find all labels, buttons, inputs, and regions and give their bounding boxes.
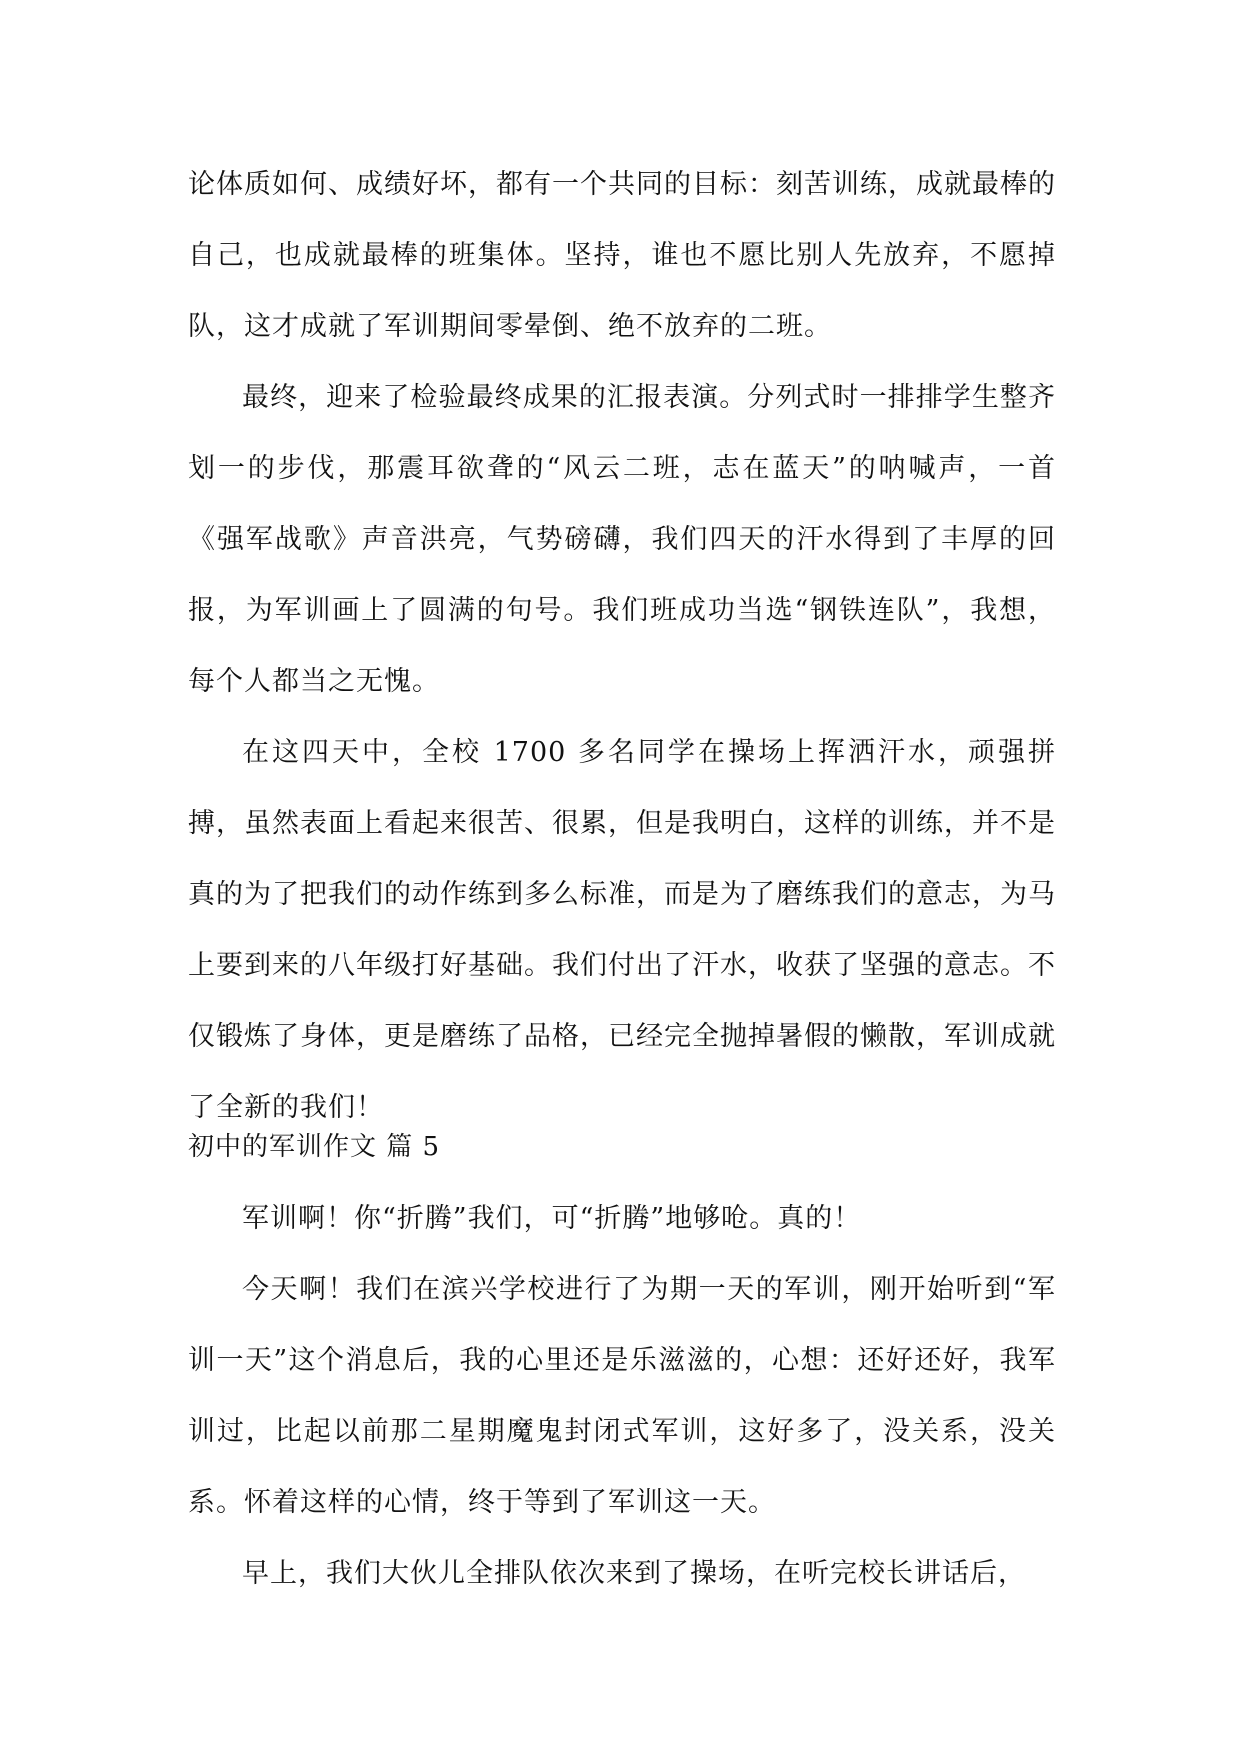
paragraph-continued: 论体质如何、成绩好坏，都有一个共同的目标：刻苦训练，成就最棒的自己，也成就最棒的班集体。坚持，谁也不愿比别人先放弃，不愿掉队，这才成就了军训期间零晕倒、绝不放弃的二班。	[188, 169, 1056, 342]
paragraph-four-days: 在这四天中，全校 1700 多名同学在操场上挥洒汗水，顽强拼搏，虽然表面上看起来很苦、很累，但是我明白，这样的训练，并不是真的为了把我们的动作练到多么标准，而是为了磨练我们的意志，为马上要到来的八年级打好基础。我们付出了汗水，收获了坚强的意志。不仅锻炼了身体，更是磨练了品格，已经完全抛掉暑假的懒散，军训成就了全新的我们！	[188, 737, 1056, 1123]
paragraph-exclaim: 军训啊！你“折腾”我们，可“折腾”地够呛。真的！	[242, 1203, 862, 1234]
essay-section-continued	[188, 149, 1056, 1143]
paragraph-today: 今天啊！我们在滨兴学校进行了为期一天的军训，刚开始听到“军训一天”这个消息后，我的心里还是乐滋滋的，心想：还好还好，我军训过，比起以前那二星期魔鬼封闭式军训，这好多了，没关系，没关系。怀着这样的心情，终于等到了军训这一天。	[188, 1274, 1056, 1518]
essay-heading: 初中的军训作文 篇 5	[188, 1132, 441, 1162]
essay-section-5	[188, 1183, 1056, 1609]
paragraph-morning: 早上，我们大伙儿全排队依次来到了操场，在听完校长讲话后，	[242, 1558, 1026, 1589]
paragraph-performance: 最终，迎来了检验最终成果的汇报表演。分列式时一排排学生整齐划一的步伐，那震耳欲聋的“风云二班，志在蓝天”的呐喊声，一首《强军战歌》声音洪亮，气势磅礴，我们四天的汗水得到了丰厚的回报，为军训画上了圆满的句号。我们班成功当选“钢铁连队”，我想，每个人都当之无愧。	[188, 382, 1056, 697]
